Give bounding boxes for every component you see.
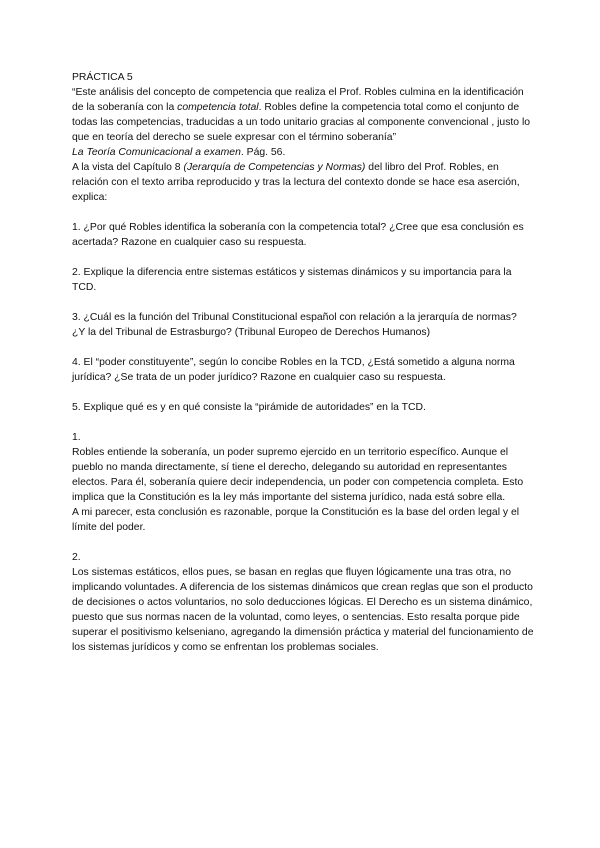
intro-text-end: del libro del Prof. Robles, en relación con el texto arriba reproducido y tras la lectura del contexto donde se hace esa aserción, explica: (72, 162, 520, 203)
quote-paragraph (72, 85, 534, 145)
citation-page: . Pág. 56. (240, 147, 286, 158)
question-4: 4. El “poder constituyente”, según lo concibe Robles en la TCD, ¿Está sometido a alguna norma jurídica? ¿Se trata de un poder jurídico? Razone en cualquier caso su respuesta. (72, 357, 515, 383)
page-title: PRÁCTICA 5 (72, 72, 133, 83)
citation-book: La Teoría Comunicacional a examen (72, 147, 241, 158)
answer-1-paragraph: Robles entiende la soberanía, un poder supremo ejercido en un territorio específico. Aunque el pueblo no manda directamente, sí tiene el derecho, delegando su autoridad en representantes electos. Para él, soberanía quiere decir independencia, un poder con competencia completa. Esto implica que la Constitución es la ley más importante del sistema jurídico, nada está sobre ella. (72, 447, 524, 503)
quote-text-end: . Robles define la competencia total como el conjunto de todas las competencias, traducidas a un todo unitario gracias al componente convencional , justo lo que en teoría del derecho se suele expresar con el término soberanía” (72, 102, 531, 143)
intro-text-start: A la vista del Capítulo 8 (72, 162, 184, 173)
spacer (72, 385, 534, 400)
answer-1-number: 1. (72, 432, 81, 443)
spacer (72, 205, 534, 220)
answer-2-paragraph: Los sistemas estáticos, ellos pues, se basan en reglas que fluyen lógicamente una tras otra, no implicando voluntades. A diferencia de los sistemas dinámicos que crean reglas que son el producto de decisiones o actos voluntarios, no solo deducciones lógicas. El Derecho es un sistema dinámico, puesto que sus normas nacen de la voluntad, como leyes, o sentencias. Esto resalta porque pide superar el positivismo kelseniano, agregando la dimensión práctica y material del funcionamiento de los sistemas jurídicos y como se enfrentan los problemas sociales. (72, 567, 534, 653)
spacer (72, 415, 534, 430)
question-3: 3. ¿Cuál es la función del Tribunal Constitucional español con relación a la jerarquía de normas? (72, 312, 517, 323)
answer-1-opinion: A mi parecer, esta conclusión es razonable, porque la Constitución es la base del orden legal y el límite del poder. (72, 507, 520, 533)
intro-chapter: (Jerarquía de Competencias y Normas) (183, 162, 366, 173)
document-page (72, 70, 534, 655)
question-1: 1. ¿Por qué Robles identifica la soberanía con la competencia total? ¿Cree que esa conclusión es acertada? Razone en cualquier caso su respuesta. (72, 222, 524, 248)
spacer (72, 535, 534, 550)
spacer (72, 340, 534, 355)
spacer (72, 250, 534, 265)
question-3-followup: ¿Y la del Tribunal de Estrasburgo? (Tribunal Europeo de Derechos Humanos) (72, 327, 431, 338)
intro-paragraph (72, 160, 534, 205)
question-5: 5. Explique qué es y en qué consiste la “pirámide de autoridades” en la TCD. (72, 402, 426, 413)
quote-text-start: “Este análisis del concepto de competencia que realiza el Prof. Robles culmina en la identificación de la soberanía con la (72, 87, 524, 113)
question-2: 2. Explique la diferencia entre sistemas estáticos y sistemas dinámicos y su importancia para la TCD. (72, 267, 512, 293)
citation (72, 145, 534, 160)
answer-2-number: 2. (72, 552, 81, 563)
spacer (72, 295, 534, 310)
quote-emphasis: competencia total (177, 102, 259, 113)
